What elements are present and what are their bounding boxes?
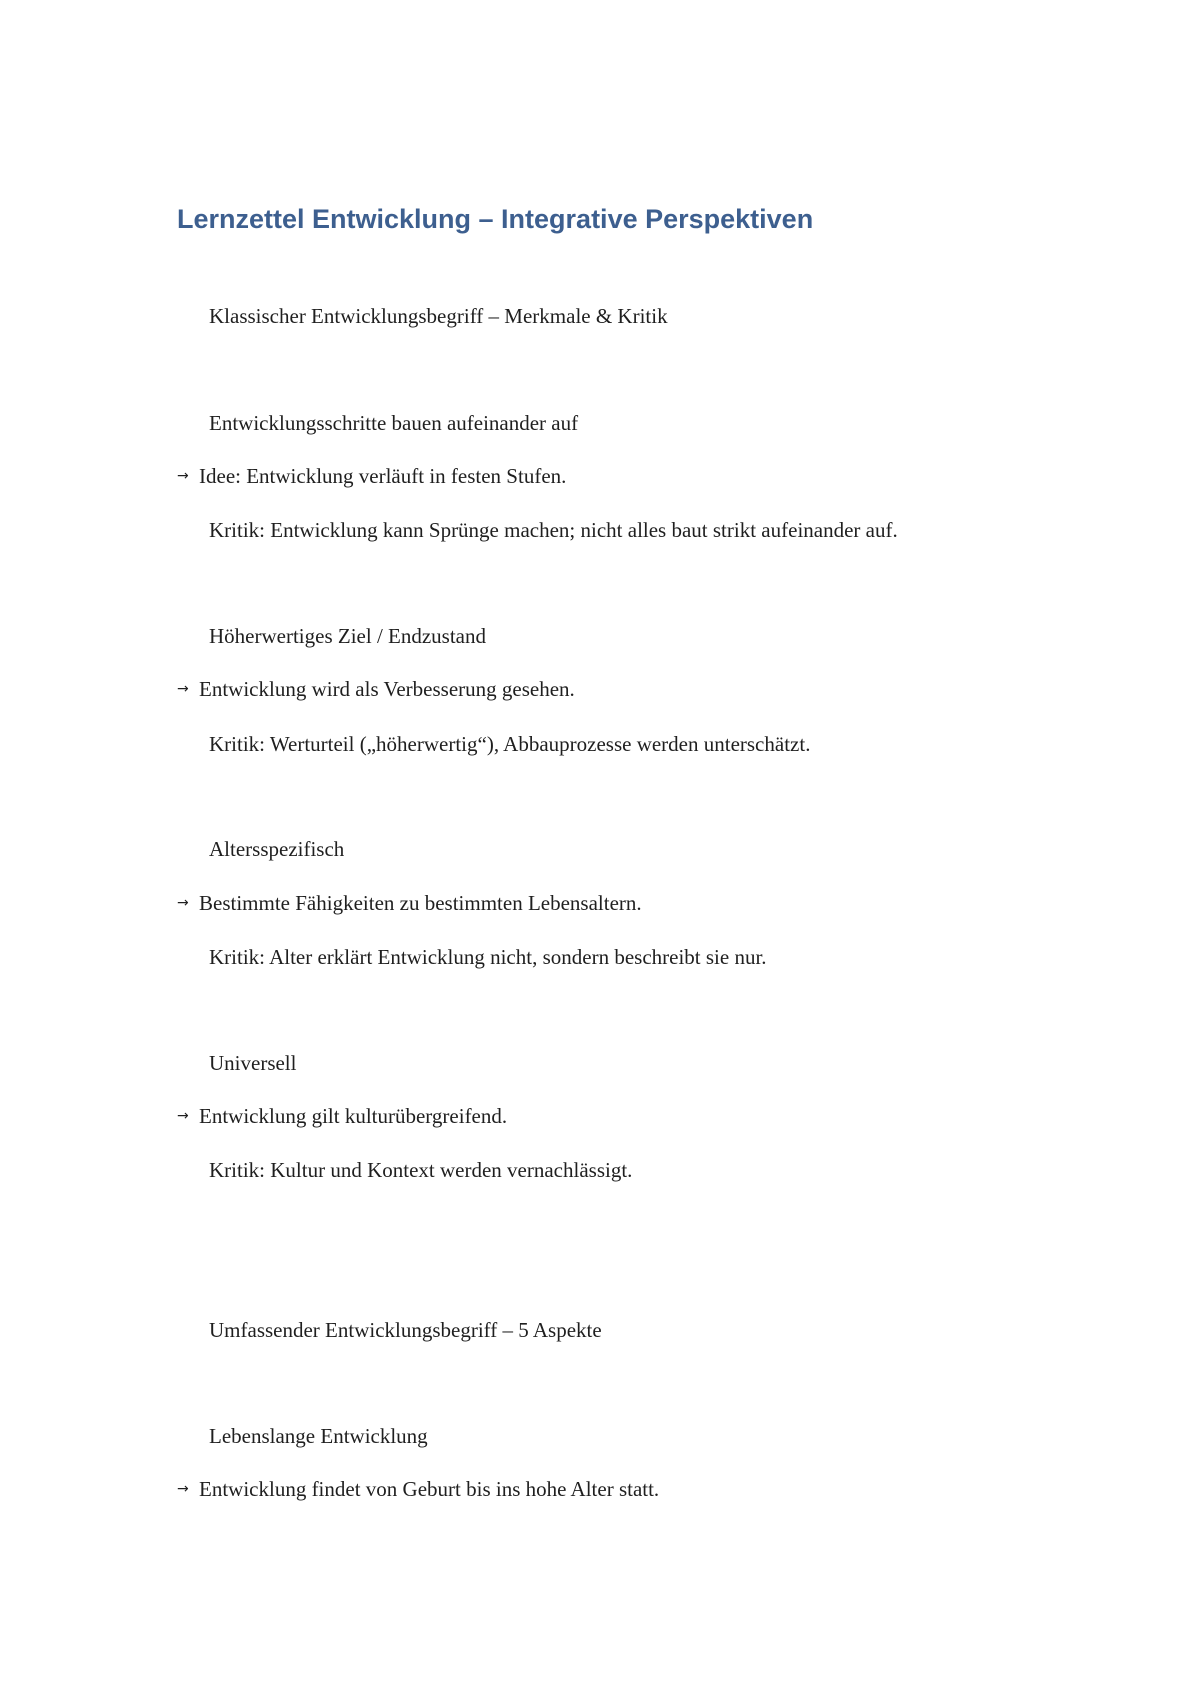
universell-heading: Universell — [209, 1051, 297, 1075]
ziel-arrow-line — [177, 679, 575, 700]
ziel-arrow-text: Entwicklung wird als Verbesserung gesehen. — [199, 677, 575, 701]
universell-kritik: Kritik: Kultur und Kontext werden vernachlässigt. — [209, 1158, 633, 1182]
stufen-arrow-text: Idee: Entwicklung verläuft in festen Stufen. — [199, 464, 567, 488]
page-title: Lernzettel Entwicklung – Integrative Perspektiven — [177, 204, 814, 234]
arrow-right-icon: → — [177, 681, 189, 697]
stufen-arrow-line — [177, 466, 566, 487]
stufen-heading: Entwicklungsschritte bauen aufeinander auf — [209, 411, 579, 435]
arrow-right-icon: → — [177, 1481, 189, 1497]
alter-arrow-line — [177, 893, 642, 914]
lebenslang-arrow-text: Entwicklung findet von Geburt bis ins hohe Alter statt. — [199, 1477, 660, 1501]
lebenslang-arrow-line — [177, 1479, 659, 1500]
arrow-right-icon: → — [177, 1108, 189, 1124]
lebenslang-heading: Lebenslange Entwicklung — [209, 1424, 428, 1448]
universell-arrow-text: Entwicklung gilt kulturübergreifend. — [199, 1104, 508, 1128]
alter-arrow-text: Bestimmte Fähigkeiten zu bestimmten Lebensaltern. — [199, 891, 642, 915]
stufen-kritik: Kritik: Entwicklung kann Sprünge machen; nicht alles baut strikt aufeinander auf. — [209, 518, 898, 542]
arrow-right-icon: → — [177, 468, 189, 484]
ziel-heading: Höherwertiges Ziel / Endzustand — [209, 624, 486, 648]
ziel-kritik: Kritik: Werturteil („höherwertig“), Abbauprozesse werden unterschätzt. — [209, 732, 811, 756]
universell-arrow-line — [177, 1106, 507, 1127]
classic-section-heading: Klassischer Entwicklungsbegriff – Merkmale & Kritik — [209, 304, 668, 328]
arrow-right-icon: → — [177, 895, 189, 911]
comprehensive-section-heading: Umfassender Entwicklungsbegriff – 5 Aspekte — [209, 1318, 602, 1342]
alter-heading: Altersspezifisch — [209, 837, 345, 861]
alter-kritik: Kritik: Alter erklärt Entwicklung nicht, sondern beschreibt sie nur. — [209, 945, 767, 969]
